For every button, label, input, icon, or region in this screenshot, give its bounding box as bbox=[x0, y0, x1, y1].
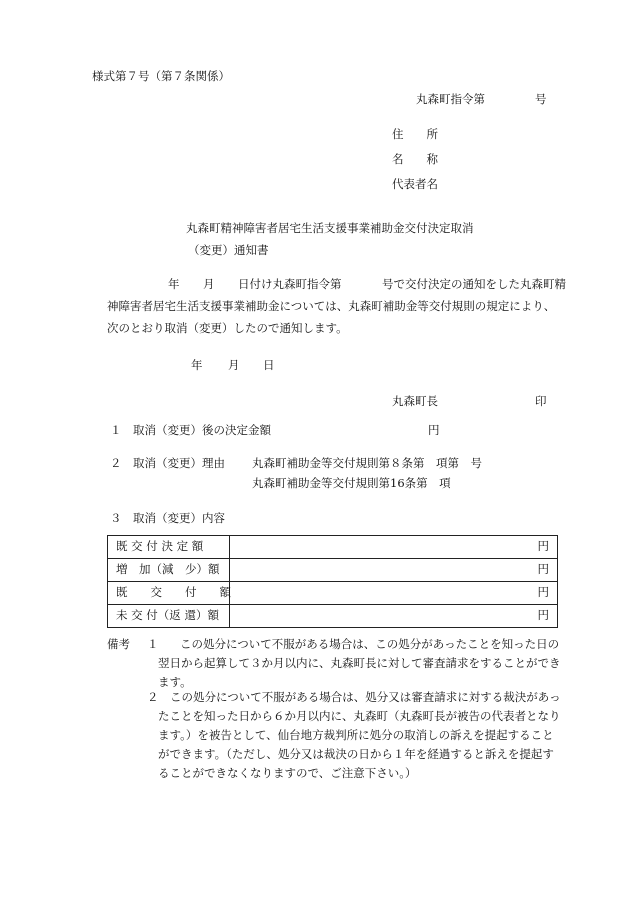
issuer-name: 丸森町長 bbox=[392, 394, 438, 408]
body-line1-text2: 号で交付決定の通知をした丸森町精 bbox=[382, 277, 566, 291]
note2-line: この処分について不服がある場合は、処分又は審査請求に対する裁決があっ bbox=[170, 690, 561, 704]
body-line2: 神障害者居宅生活支援事業補助金については、丸森町補助金等交付規則の規定により、 bbox=[107, 299, 556, 313]
row-unit: 円 bbox=[230, 536, 558, 559]
note2-line: ができます。（ただし、処分又は裁決の日から１年を経過すると訴えを提起す bbox=[158, 747, 554, 761]
notes-heading: 備考 bbox=[107, 637, 130, 651]
table-row bbox=[108, 536, 558, 559]
amount-table bbox=[107, 535, 558, 628]
row-label-granted-amount: 既 交 付 決 定 額 bbox=[108, 536, 230, 559]
document-number-prefix: 丸森町指令第 bbox=[416, 92, 485, 106]
note2-line: ます。）を被告として、仙台地方裁判所に処分の取消しの訴えを提起すること bbox=[158, 728, 554, 742]
item2-label: 取消（変更）理由 bbox=[133, 456, 225, 470]
item3-number: ３ bbox=[110, 511, 122, 525]
body-month: 月 bbox=[203, 277, 215, 291]
note1-line: 翌日から起算して３か月以内に、丸森町長に対して審査請求をすることができ bbox=[158, 656, 561, 670]
item1-label: 取消（変更）後の決定金額 bbox=[133, 423, 271, 437]
document-title-line2: （変更）通知書 bbox=[188, 243, 269, 257]
note2-line: たことを知った日から６か月以内に、丸森町（丸森町長が被告の代表者となり bbox=[158, 709, 561, 723]
address-label: 住 所 bbox=[392, 127, 438, 141]
body-line1-text: 日付け丸森町指令第 bbox=[238, 277, 342, 291]
note1-line: この処分について不服がある場合は、この処分があったことを知った日の bbox=[180, 637, 560, 651]
date-year: 年 bbox=[191, 358, 203, 372]
document-title-line1: 丸森町精神障害者居宅生活支援事業補助金交付決定取消 bbox=[186, 221, 474, 235]
name-label: 名 称 bbox=[392, 152, 438, 166]
row-unit: 円 bbox=[230, 605, 558, 628]
note1-line: ます。 bbox=[158, 675, 192, 689]
note1-number: １ bbox=[147, 637, 159, 651]
item3-label: 取消（変更）内容 bbox=[133, 511, 225, 525]
item2-reason1: 丸森町補助金等交付規則第８条第 項第 号 bbox=[252, 456, 482, 470]
row-label-unpaid-amount: 未 交 付（返 還）額 bbox=[108, 605, 230, 628]
document-number-suffix: 号 bbox=[535, 92, 547, 106]
table-row bbox=[108, 605, 558, 628]
seal-mark: 印 bbox=[535, 394, 547, 408]
note2-line: ることができなくなりますので、ご注意下さい。） bbox=[158, 766, 417, 780]
date-day: 日 bbox=[263, 358, 275, 372]
row-label-change-amount: 増 加（減 少）額 bbox=[108, 559, 230, 582]
item2-reason2: 丸森町補助金等交付規則第16条第 項 bbox=[252, 476, 451, 490]
note2-number: ２ bbox=[147, 690, 159, 704]
body-line3: 次のとおり取消（変更）したので通知します。 bbox=[107, 321, 348, 335]
table-row bbox=[108, 582, 558, 605]
item1-unit: 円 bbox=[428, 423, 440, 437]
row-unit: 円 bbox=[230, 582, 558, 605]
item2-number: ２ bbox=[110, 456, 122, 470]
row-label-paid-amount: 既 交 付 額 bbox=[108, 582, 230, 605]
representative-label: 代表者名 bbox=[392, 177, 438, 191]
form-number: 様式第７号（第７条関係） bbox=[92, 69, 230, 83]
item1-number: １ bbox=[110, 423, 122, 437]
table-row bbox=[108, 559, 558, 582]
date-month: 月 bbox=[228, 358, 240, 372]
body-year: 年 bbox=[168, 277, 180, 291]
row-unit: 円 bbox=[230, 559, 558, 582]
